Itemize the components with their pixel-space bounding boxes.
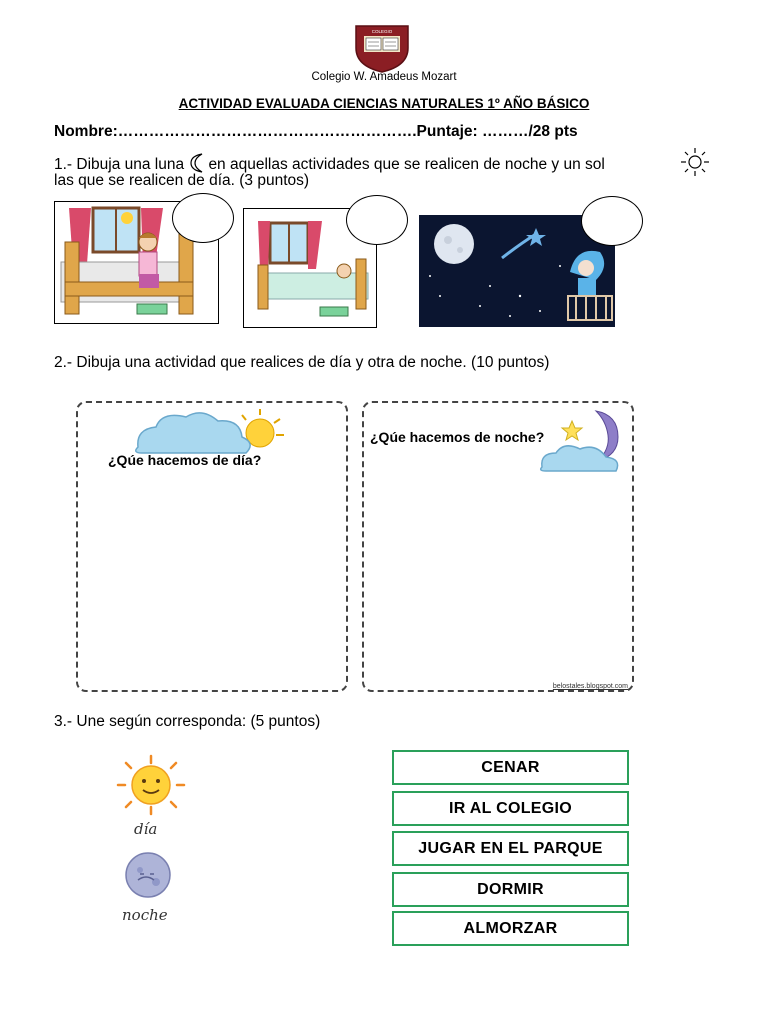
night-box-title: ¿Qúe hacemos de noche?: [370, 429, 545, 445]
night-drawing-box[interactable]: [362, 401, 634, 692]
cloud-moon-icon: [536, 405, 628, 477]
answer-box-dormir[interactable]: DORMIR: [392, 872, 629, 907]
school-crest-icon: [352, 22, 412, 74]
student-line: [54, 123, 578, 141]
cloud-sun-icon: [132, 407, 292, 457]
name-label: Nombre:………………………………………………….: [54, 123, 417, 140]
q2-text: 2.- Dibuja una actividad que realices de día y otra de noche. (10 puntos): [54, 354, 550, 371]
score-label: Puntaje: ………/28 pts: [416, 123, 578, 140]
q1-part2: en aquellas actividades que se realicen de noche y un sol: [208, 156, 605, 173]
moon-night-icon: [120, 850, 176, 900]
answer-circle-1[interactable]: [172, 193, 234, 243]
day-drawing-box[interactable]: [76, 401, 348, 692]
q3-text: 3.- Une según corresponda: (5 puntos): [54, 713, 321, 730]
noche-label: noche: [122, 906, 168, 924]
q1-part1: 1.- Dibuja una luna: [54, 156, 185, 173]
q1-line2: las que se realicen de día. (3 puntos): [54, 172, 310, 189]
worksheet-title: ACTIVIDAD EVALUADA CIENCIAS NATURALES 1º AÑO BÁSICO: [178, 96, 590, 111]
answer-box-ir-al-colegio[interactable]: IR AL COLEGIO: [392, 791, 629, 826]
answer-box-cenar[interactable]: CENAR: [392, 750, 629, 785]
sun-icon: [678, 146, 712, 178]
answer-box-almorzar[interactable]: ALMORZAR: [392, 911, 629, 946]
answer-box-jugar-en-el-parque[interactable]: JUGAR EN EL PARQUE: [392, 831, 629, 866]
answer-circle-3[interactable]: [581, 196, 643, 246]
day-box-title: ¿Qúe hacemos de día?: [108, 452, 262, 468]
moon-icon: [188, 152, 208, 174]
answer-circle-2[interactable]: [346, 195, 408, 245]
school-name: Colegio W. Amadeus Mozart: [311, 71, 457, 83]
credit-text: belostales.blogspot.com: [552, 683, 628, 690]
dia-label: día: [134, 820, 158, 838]
sun-day-icon: [112, 754, 190, 816]
q1-line1: [54, 152, 605, 174]
crest-text: COLEGIO: [371, 29, 393, 34]
